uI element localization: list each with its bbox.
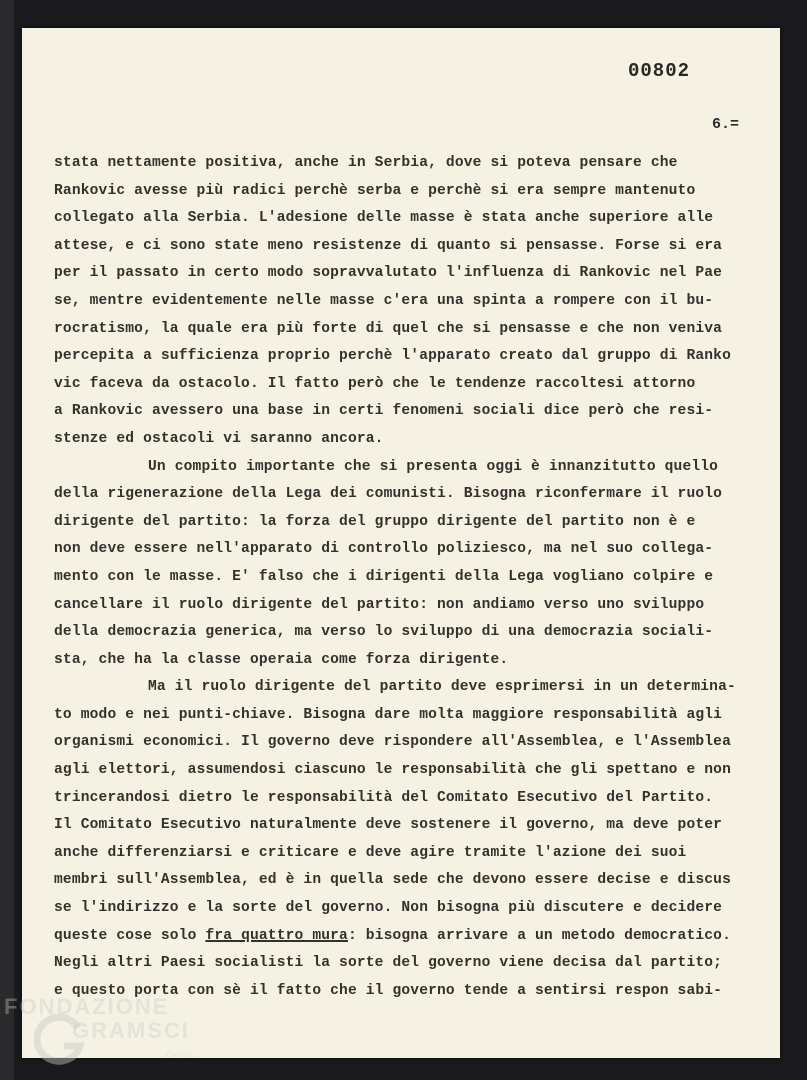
text-line — [54, 702, 779, 730]
line-text-after: : bisogna arrivare a un metodo democratico. — [347, 927, 731, 944]
line-text: percepita a sufficienza proprio perchè l'apparato creato dal gruppo di Ranko — [54, 348, 731, 365]
text-line — [54, 564, 779, 592]
text-line — [54, 619, 779, 647]
text-line — [54, 674, 779, 702]
line-text: se l'indirizzo e la sorte del governo. Non bisogna più discutere e decidere — [54, 900, 723, 917]
text-line — [54, 178, 779, 206]
line-text: mento con le masse. E' falso che i dirigenti della Lega vogliano colpire e — [54, 568, 714, 585]
line-text: agli elettori, assumendosi ciascuno le responsabilità che gli spettano e non — [54, 762, 731, 779]
watermark-line3: Onlus — [166, 1050, 195, 1060]
line-text: sta, che ha la classe operaia come forza dirigente. — [54, 651, 509, 668]
scanner-edge — [0, 0, 14, 1080]
line-text: cancellare il ruolo dirigente del partito: non andiamo verso uno sviluppo — [54, 596, 705, 613]
line-text: attese, e ci sono state meno resistenze di quanto si pensasse. Forse si era — [54, 237, 723, 254]
document-number: 00802 — [628, 60, 691, 82]
text-line — [54, 923, 779, 951]
body-text — [54, 150, 779, 1005]
line-text: della democrazia generica, ma verso lo sviluppo di una democrazia sociali- — [54, 624, 714, 641]
text-line — [54, 509, 779, 537]
page-number: 6.= — [712, 116, 740, 133]
text-line — [54, 785, 779, 813]
text-line — [54, 343, 779, 371]
line-text: Rankovic avesse più radici perchè serba e perchè si era sempre mantenuto — [54, 182, 696, 199]
line-text: Un compito importante che si presenta oggi è innanzitutto quello — [148, 458, 719, 475]
line-text: trincerandosi dietro le responsabilità del Comitato Esecutivo del Partito. — [54, 789, 714, 806]
line-text: rocratismo, la quale era più forte di quel che si pensasse e che non veniva — [54, 320, 723, 337]
line-text: Negli altri Paesi socialisti la sorte del governo viene decisa dal partito; — [54, 955, 723, 972]
watermark-line2: GRAMSCI — [72, 1018, 190, 1043]
text-line — [54, 150, 779, 178]
watermark-line1: FONDAZIONE — [4, 994, 170, 1019]
text-line — [54, 454, 779, 482]
text-line — [54, 288, 779, 316]
line-text: anche differenziarsi e criticare e deve agire tramite l'azione dei suoi — [54, 844, 687, 861]
text-line — [54, 867, 779, 895]
line-text: e questo porta con sè il fatto che il governo tende a sentirsi respon sabi- — [54, 982, 723, 999]
line-text: per il passato in certo modo sopravvalutato l'influenza di Rankovic nel Pae — [54, 265, 723, 282]
text-line — [54, 398, 779, 426]
line-text: non deve essere nell'apparato di controllo poliziesco, ma nel suo collega- — [54, 541, 714, 558]
text-line — [54, 592, 779, 620]
line-text: membri sull'Assemblea, ed è in quella sede che devono essere decise e discus — [54, 872, 731, 889]
line-text: queste cose solo — [54, 927, 206, 944]
line-text: Il Comitato Esecutivo naturalmente deve sostenere il governo, ma deve poter — [54, 817, 723, 834]
text-line — [54, 481, 779, 509]
text-line — [54, 647, 779, 675]
underlined-phrase: fra quattro mura — [205, 927, 348, 944]
text-line — [54, 840, 779, 868]
text-line — [54, 371, 779, 399]
line-text: organismi economici. Il governo deve rispondere all'Assemblea, e l'Assemblea — [54, 734, 731, 751]
document-page — [22, 28, 780, 1058]
line-text: stenze ed ostacoli vi saranno ancora. — [54, 430, 384, 447]
text-line — [54, 316, 779, 344]
text-line — [54, 729, 779, 757]
line-text: della rigenerazione della Lega dei comunisti. Bisogna riconfermare il ruolo — [54, 486, 723, 503]
line-text: Ma il ruolo dirigente del partito deve esprimersi in un determina- — [148, 679, 736, 696]
watermark — [4, 992, 204, 1072]
text-line — [54, 260, 779, 288]
line-text: collegato alla Serbia. L'adesione delle masse è stata anche superiore alle — [54, 210, 714, 227]
text-line — [54, 233, 779, 261]
text-line — [54, 757, 779, 785]
text-line — [54, 812, 779, 840]
text-line — [54, 536, 779, 564]
line-text: to modo e nei punti-chiave. Bisogna dare molta maggiore responsabilità agli — [54, 706, 723, 723]
text-line — [54, 950, 779, 978]
line-text: se, mentre evidentemente nelle masse c'era una spinta a rompere con il bu- — [54, 292, 714, 309]
text-line — [54, 895, 779, 923]
line-text: dirigente del partito: la forza del gruppo dirigente del partito non è e — [54, 513, 696, 530]
line-text: a Rankovic avessero una base in certi fenomeni sociali dice però che resi- — [54, 403, 714, 420]
line-text: stata nettamente positiva, anche in Serbia, dove si poteva pensare che — [54, 155, 678, 171]
text-line — [54, 205, 779, 233]
line-text: vic faceva da ostacolo. Il fatto però che le tendenze raccoltesi attorno — [54, 375, 696, 392]
text-line — [54, 426, 779, 454]
